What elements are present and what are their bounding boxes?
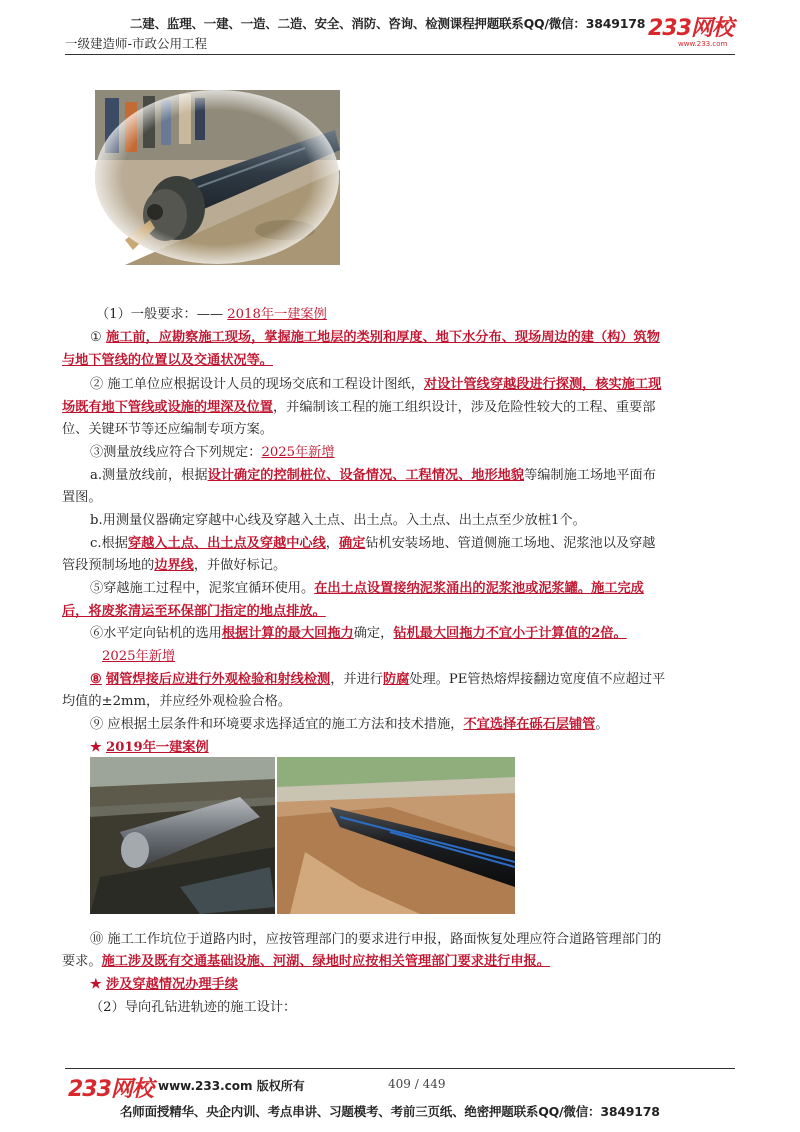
item-3a-text-cont: 等编制施工场地平面布 — [524, 468, 656, 483]
brand-logo-url: www.233.com — [678, 40, 728, 48]
item-2-highlight-cont: 场既有地下管线或设施的埋深及位置 — [62, 400, 273, 415]
item-6-highlight: 根据计算的最大回拖力 — [221, 626, 354, 641]
item-3c-text: c.根据 — [90, 536, 128, 551]
guide-hole-design-text: （2）导向孔钻进轨迹的施工设计： — [90, 1000, 297, 1015]
item-3-text: ③测量放线应符合下列规定： — [90, 445, 262, 460]
item-9-text-end: 。 — [595, 717, 609, 732]
para-item-9 — [90, 713, 770, 732]
para-item-10-cont — [62, 950, 742, 969]
tag-2018-case: 2018年一建案例 — [227, 307, 327, 322]
item-6-highlight-2: 钻机最大回拖力不宜小于计算值的2倍。 — [393, 626, 627, 641]
item-3b-text: b.用测量仪器确定穿越中心线及穿越入土点、出土点。入土点、出土点至少放桩1个。 — [90, 513, 586, 528]
para-item-5-cont — [62, 600, 742, 619]
item-3c-text-cont: 钻机安装场地、管道侧施工场地、泥浆池以及穿越 — [365, 536, 656, 551]
item-3a-text-end: 置图。 — [62, 490, 102, 505]
item-10-text: ⑩ 施工工作坑位于道路内时，应按管理部门的要求进行申报，路面恢复处理应符合道路管理部门的 — [90, 932, 662, 947]
item-3c-comma: ， — [325, 536, 339, 551]
procedure-tag: 涉及穿越情况办理手续 — [106, 977, 238, 992]
para-general-requirements-text: （1）一般要求：—— — [96, 307, 224, 322]
item-1-highlight: 施工前，应勘察施工现场，掌握施工地层的类别和厚度、地下水分布、现场周边的建（构）筑物 — [106, 330, 660, 345]
para-item-1 — [90, 326, 770, 345]
item-2-text: ② 施工单位应根据设计人员的现场交底和工程设计图纸， — [90, 377, 424, 392]
para-item-3c-cont — [62, 554, 742, 573]
header-divider — [65, 54, 735, 55]
tag-2025-new-2: 2025年新增 — [102, 649, 176, 664]
header-subject-title: 一级建造师-市政公用工程 — [65, 36, 208, 51]
item-9-text: ⑨ 应根据土层条件和环境要求选择适宜的施工方法和技术措施， — [90, 717, 464, 732]
item-8-number: ⑧ — [90, 672, 102, 687]
item-8-highlight: 钢管焊接后应进行外观检验和射线检测 — [106, 672, 331, 687]
para-item-5 — [90, 577, 770, 596]
item-5-highlight: 在出土点设置接纳泥浆涌出的泥浆池或泥浆罐。施工完成 — [314, 581, 644, 596]
para-item-3a-cont — [62, 486, 742, 505]
item-2-text-cont: ，并编制该工程的施工组织设计，涉及危险性较大的工程、重要部 — [273, 400, 656, 415]
item-8-text-cont: 处理。PE管热熔焊接翻边宽度值不应超过平 — [409, 672, 666, 687]
brand-logo — [648, 18, 738, 48]
star-icon-2: ★ — [90, 977, 102, 992]
star-icon: ★ — [90, 740, 102, 755]
para-item-2-cont2 — [62, 418, 742, 437]
para-item-3b — [90, 509, 770, 528]
para-item-10 — [90, 928, 770, 947]
item-1-highlight-cont: 与地下管线的位置以及交通状况等。 — [62, 353, 273, 368]
item-3a-highlight: 设计确定的控制桩位、设备情况、工程情况、地形地貌 — [207, 468, 525, 483]
item-6-text: ⑥水平定向钻机的选用 — [90, 626, 222, 641]
footer-divider — [65, 1068, 735, 1069]
item-9-highlight: 不宜选择在砾石层铺管 — [463, 717, 596, 732]
item-10-text-cont: 要求。 — [62, 954, 102, 969]
item-3c-highlight: 穿越入土点、出土点及穿越中心线 — [127, 536, 326, 551]
item-5-text: ⑤穿越施工过程中，泥浆宜循环使用。 — [90, 581, 315, 596]
para-item-6 — [90, 622, 770, 641]
item-2-text-end: 位、关键环节等还应编制专项方案。 — [62, 422, 273, 437]
item-3a-text: a.测量放线前，根据 — [90, 468, 208, 483]
tag-2025-new-1: 2025年新增 — [261, 445, 335, 460]
item-8-text-end: 均值的±2mm，并应经外观检验合格。 — [62, 694, 292, 709]
header-contact-line: 二建、监理、一建、一造、二造、安全、消防、咨询、检测课程押题联系QQ/微信：3849178 — [130, 16, 646, 31]
para-item-3a — [90, 464, 770, 483]
para-item-3 — [90, 441, 770, 460]
footer-contact-line: 名师面授精华、央企内训、考点串讲、习题模考、考前三页纸、绝密押题联系QQ/微信：3849178 — [120, 1104, 660, 1119]
item-8-text: ，并进行 — [330, 672, 383, 687]
item-1-number: ① — [90, 330, 102, 345]
para-item-2 — [90, 373, 770, 392]
item-8-highlight-2: 防腐 — [382, 672, 410, 687]
para-item-8-cont — [62, 690, 742, 709]
para-tag-2025-new-2 — [102, 645, 782, 664]
tag-2019-case: 2019年一建案例 — [106, 740, 209, 755]
footer-copyright: www.233.com 版权所有 — [158, 1079, 305, 1093]
item-5-highlight-cont: 后，将废浆清运至环保部门指定的地点排放。 — [62, 604, 326, 619]
para-item-8 — [90, 668, 770, 687]
footer-brand-logo: 233网校 — [68, 1077, 153, 1102]
hdd-pullback-photo — [95, 90, 340, 265]
para-guide-hole-design — [90, 996, 770, 1015]
item-3c-highlight-2: 确定 — [338, 536, 366, 551]
item-3c-highlight-3: 边界线 — [154, 558, 194, 573]
pipe-trench-photos — [90, 757, 515, 914]
para-item-2-cont — [62, 396, 742, 415]
page-number: 409 / 449 — [388, 1077, 446, 1091]
para-general-requirements — [96, 303, 776, 322]
item-10-highlight: 施工涉及既有交通基础设施、河湖、绿地时应按相关管理部门要求进行申报。 — [101, 954, 550, 969]
para-procedure-tag — [90, 973, 770, 992]
para-tag-2019-case — [90, 736, 770, 755]
item-6-text-cont: 确定， — [353, 626, 394, 641]
brand-logo-text: 233网校 — [648, 16, 733, 41]
item-3c-text-2: 管段预制场地的 — [62, 558, 155, 573]
para-item-3c — [90, 532, 770, 551]
item-3c-text-end: ，并做好标记。 — [193, 558, 287, 573]
item-2-highlight: 对设计管线穿越段进行探测，核实施工现 — [423, 377, 662, 392]
para-item-1-cont — [62, 349, 742, 368]
